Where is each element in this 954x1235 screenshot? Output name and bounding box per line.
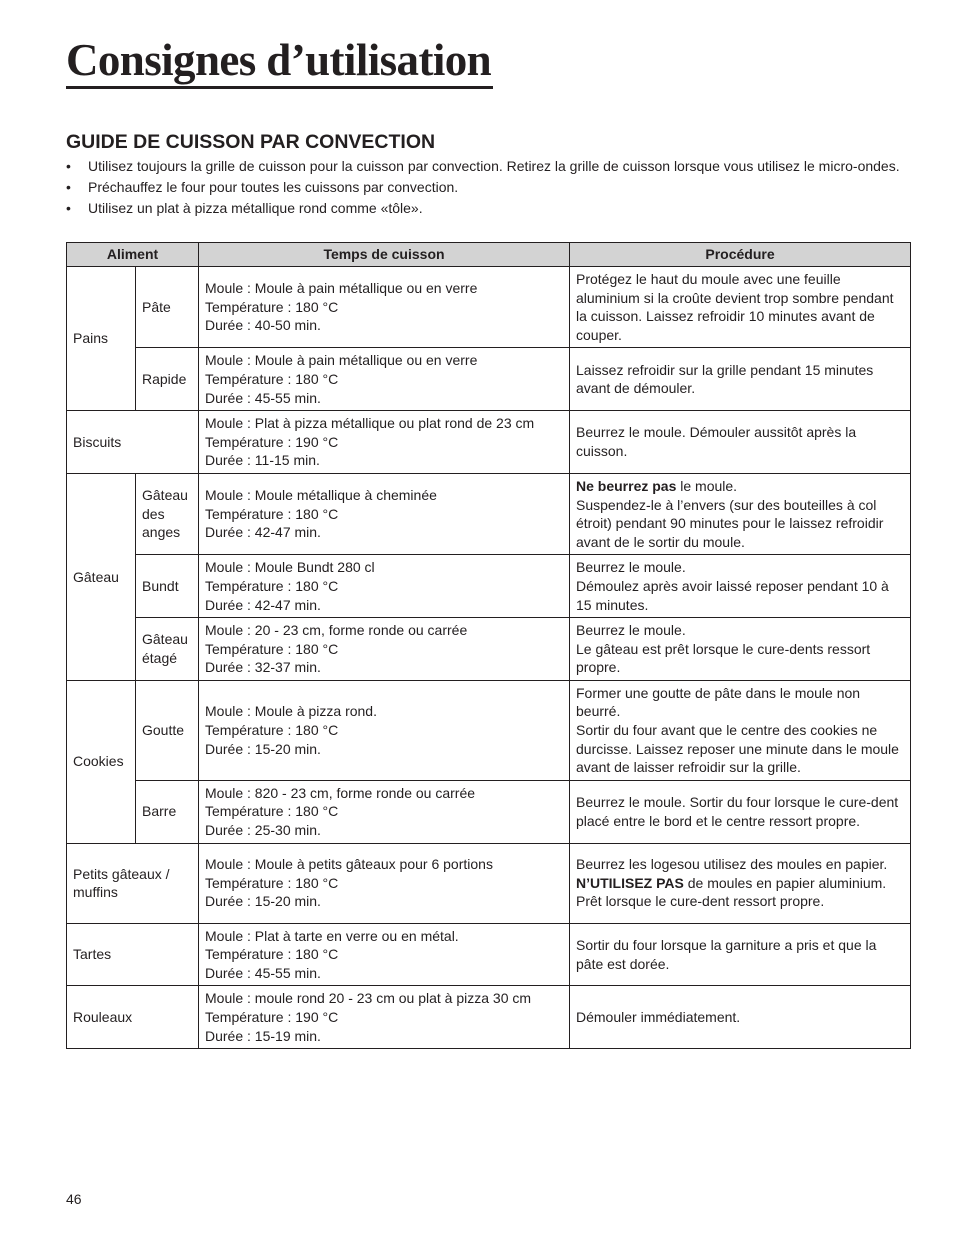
cooking-time-cell [199,267,570,348]
procedure-cell [570,618,911,681]
bullet-icon: • [66,158,71,174]
duration-line: Durée : 25-30 min. [205,822,321,839]
procedure-line: Suspendez-le à l’envers (sur des bouteilles à col étroit) pendant 90 minutes pour le laissez refroidir avant de le sortir du moule. [576,496,884,550]
procedure-cell: Sortir du four lorsque la garniture a pris et que la pâte est dorée. [570,923,911,986]
list-item-text: Utilisez toujours la grille de cuisson pour la cuisson par convection. Retirez la grille de cuisson lorsque vous utilisez le micro-ondes. [88,158,900,174]
instruction-list [66,157,910,220]
procedure-cell: Beurrez le moule. Démouler aussitôt après la cuisson. [570,411,911,474]
list-item [66,178,910,197]
pan-line: Moule : 820 - 23 cm, forme ronde ou carrée [205,784,476,801]
pan-line: Moule : Moule à petits gâteaux pour 6 portions [205,856,493,873]
food-subtype-cell: Gâteau des anges [136,473,199,554]
bullet-icon: • [66,179,71,195]
table-row [67,411,911,474]
bullet-icon: • [66,200,71,216]
duration-line: Durée : 32-37 min. [205,659,321,676]
duration-line: Durée : 42-47 min. [205,524,321,541]
food-subtype-cell: Goutte [136,680,199,780]
procedure-cell [570,473,911,554]
duration-line: Durée : 45-55 min. [205,964,321,981]
temperature-line: Température : 180 °C [205,640,339,657]
pan-line: Moule : Moule métallique à cheminée [205,487,437,504]
table-row [67,555,911,618]
duration-line: Durée : 15-20 min. [205,740,321,757]
procedure-line: Former une goutte de pâte dans le moule non beurré. [576,684,861,720]
page-number: 46 [66,1191,82,1207]
food-category-cell: Pains [67,267,136,411]
duration-line: Durée : 15-19 min. [205,1027,321,1044]
page-title: Consignes d’utilisation [66,34,493,89]
cooking-time-cell [199,348,570,411]
list-item [66,199,910,218]
table-row [67,843,911,923]
procedure-emphasis: N’UTILISEZ PAS [576,874,684,891]
list-item-text: Préchauffez le four pour toutes les cuissons par convection. [88,179,459,195]
duration-line: Durée : 15-20 min. [205,893,321,910]
procedure-cell: Laissez refroidir sur la grille pendant 15 minutes avant de démouler. [570,348,911,411]
temperature-line: Température : 180 °C [205,722,339,739]
table-row [67,473,911,554]
table-row [67,923,911,986]
temperature-line: Température : 190 °C [205,433,339,450]
procedure-line [576,855,904,892]
pan-line: Moule : Moule à pain métallique ou en verre [205,352,478,369]
food-category-cell: Petits gâteaux / muffins [67,843,199,923]
procedure-line: Démoulez après avoir laissé reposer pendant 10 à 15 minutes. [576,577,889,613]
food-subtype-cell: Gâteau étagé [136,618,199,681]
temperature-line: Température : 180 °C [205,874,339,891]
procedure-emphasis: Ne beurrez pas [576,477,677,494]
temperature-line: Température : 180 °C [205,946,339,963]
cooking-time-cell [199,843,570,923]
temperature-line: Température : 190 °C [205,1009,339,1026]
column-header-temps: Temps de cuisson [199,243,570,267]
list-item-text: Utilisez un plat à pizza métallique rond comme «tôle». [88,200,423,216]
cooking-time-cell [199,555,570,618]
food-subtype-cell: Bundt [136,555,199,618]
temperature-line: Température : 180 °C [205,803,339,820]
column-header-aliment: Aliment [67,243,199,267]
procedure-text: Beurrez les logesou utilisez des moules en papier. [576,856,888,873]
table-row [67,348,911,411]
cooking-time-cell [199,680,570,780]
procedure-cell [570,555,911,618]
table-row [67,986,911,1049]
food-category-cell: Rouleaux [67,986,199,1049]
temperature-line: Température : 180 °C [205,577,339,594]
procedure-cell: Protégez le haut du moule avec une feuille aluminium si la croûte devient trop sombre pendant la cuisson. Laissez refroidir 10 minutes avant de couper. [570,267,911,348]
temperature-line: Température : 180 °C [205,298,339,315]
cooking-time-cell [199,473,570,554]
food-subtype-cell: Pâte [136,267,199,348]
procedure-line: Beurrez le moule. [576,559,686,576]
cooking-time-cell [199,411,570,474]
column-header-procedure: Procédure [570,243,911,267]
food-subtype-cell: Barre [136,780,199,843]
procedure-text: de moules en papier aluminium. [683,874,887,891]
table-row [67,618,911,681]
food-category-cell: Cookies [67,680,136,843]
table-row [67,680,911,780]
pan-line: Moule : Moule à pizza rond. [205,703,377,720]
pan-line: Moule : Moule à pain métallique ou en verre [205,280,478,297]
cooking-time-cell [199,986,570,1049]
cooking-time-cell [199,923,570,986]
procedure-cell [570,680,911,780]
procedure-line: Prêt lorsque le cure-dent ressort propre. [576,893,825,910]
table-row [67,267,911,348]
temperature-line: Température : 180 °C [205,505,339,522]
duration-line: Durée : 40-50 min. [205,317,321,334]
procedure-cell [570,843,911,923]
pan-line: Moule : moule rond 20 - 23 cm ou plat à pizza 30 cm [205,990,532,1007]
food-subtype-cell: Rapide [136,348,199,411]
procedure-line [576,477,904,496]
pan-line: Moule : Plat à tarte en verre ou en métal. [205,927,459,944]
procedure-text: le moule. [676,477,738,494]
table-row [67,780,911,843]
cooking-time-cell [199,618,570,681]
pan-line: Moule : 20 - 23 cm, forme ronde ou carrée [205,622,468,639]
pan-line: Moule : Moule Bundt 280 cl [205,559,375,576]
table-header-row [67,243,911,267]
food-category-cell: Biscuits [67,411,199,474]
food-category-cell: Gâteau [67,473,136,680]
duration-line: Durée : 42-47 min. [205,596,321,613]
convection-cooking-table [66,242,911,1049]
procedure-cell: Beurrez le moule. Sortir du four lorsque le cure-dent placé entre le bord et le centre ressort propre. [570,780,911,843]
list-item [66,157,910,176]
procedure-line: Le gâteau est prêt lorsque le cure-dents ressort propre. [576,640,871,676]
cooking-time-cell [199,780,570,843]
procedure-cell: Démouler immédiatement. [570,986,911,1049]
section-heading: GUIDE DE CUISSON PAR CONVECTION [66,131,436,153]
duration-line: Durée : 11-15 min. [205,452,320,469]
procedure-line: Beurrez le moule. [576,622,686,639]
procedure-line: Sortir du four avant que le centre des cookies ne durcisse. Laissez reposer une minute dans le moule avant de laisser refroidir sur la grille. [576,722,899,776]
pan-line: Moule : Plat à pizza métallique ou plat rond de 23 cm [205,415,535,432]
food-category-cell: Tartes [67,923,199,986]
temperature-line: Température : 180 °C [205,370,339,387]
duration-line: Durée : 45-55 min. [205,389,321,406]
